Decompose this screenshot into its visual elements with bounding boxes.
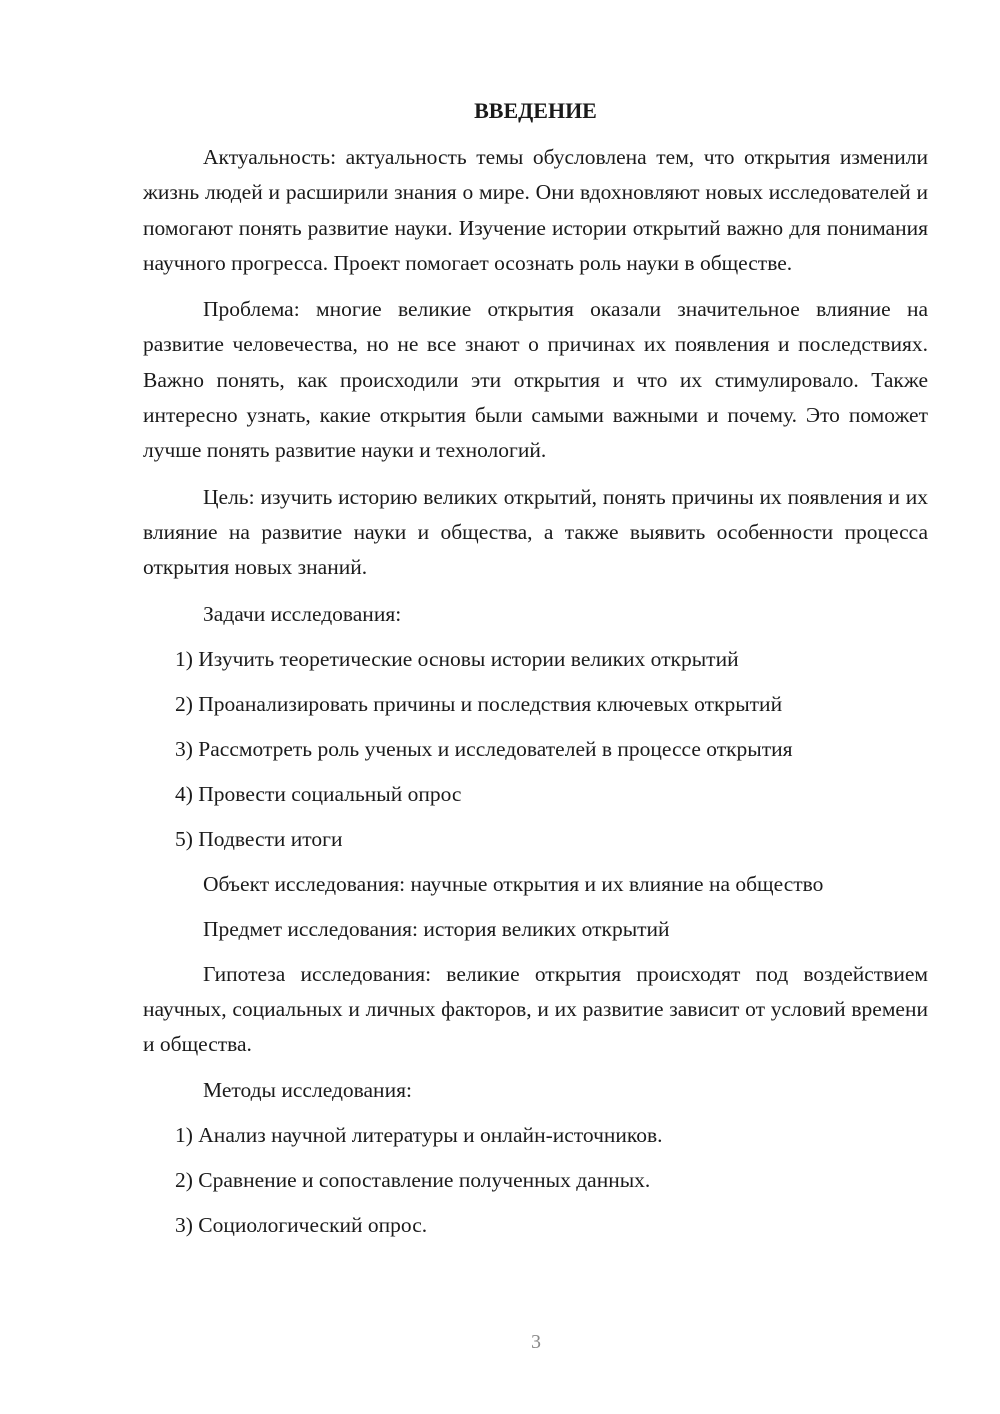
research-subject: Предмет исследования: история великих открытий bbox=[203, 916, 670, 941]
task-item: 5) Подвести итоги bbox=[175, 826, 343, 851]
method-item: 2) Сравнение и сопоставление полученных данных. bbox=[175, 1168, 651, 1193]
hypothesis-paragraph: Гипотеза исследования: великие открытия происходят под воздействием научных, социальных и личных факторов, и их развитие зависит от условий времени и общества. bbox=[143, 961, 928, 1057]
page-content bbox=[143, 94, 928, 1253]
method-item: 3) Социологический опрос. bbox=[175, 1213, 428, 1238]
goal-paragraph: Цель: изучить историю великих открытий, понять причины их появления и их влияние на развитие науки и общества, а также выявить особенности процесса открытия новых знаний. bbox=[143, 484, 928, 580]
research-object: Объект исследования: научные открытия и их влияние на общество bbox=[203, 871, 824, 896]
method-item: 1) Анализ научной литературы и онлайн-источников. bbox=[175, 1123, 663, 1148]
page-number: 3 bbox=[531, 1331, 541, 1353]
task-item: 2) Проанализировать причины и последствия ключевых открытий bbox=[175, 691, 783, 716]
task-item: 3) Рассмотреть роль ученых и исследователей в процессе открытия bbox=[175, 736, 793, 761]
methods-label: Методы исследования: bbox=[203, 1078, 412, 1103]
tasks-label: Задачи исследования: bbox=[203, 601, 402, 626]
task-item: 1) Изучить теоретические основы истории великих открытий bbox=[175, 646, 739, 671]
relevance-paragraph: Актуальность: актуальность темы обусловлена тем, что открытия изменили жизнь людей и расширили знания о мире. Они вдохновляют новых исследователей и помогают понять развитие науки. Изучение истории открытий важно для понимания научного прогресса. Проект помогает осознать роль науки в обществе. bbox=[143, 145, 928, 275]
task-item: 4) Провести социальный опрос bbox=[175, 781, 462, 806]
section-heading: ВВЕДЕНИЕ bbox=[474, 98, 597, 123]
problem-paragraph: Проблема: многие великие открытия оказали значительное влияние на развитие человечества, но не все знают о причинах их появления и последствиях. Важно понять, как происходили эти открытия и что их стимулировало. Также интересно узнать, какие открытия были самыми важными и почему. Это поможет лучше понять развитие науки и технологий. bbox=[143, 297, 928, 463]
